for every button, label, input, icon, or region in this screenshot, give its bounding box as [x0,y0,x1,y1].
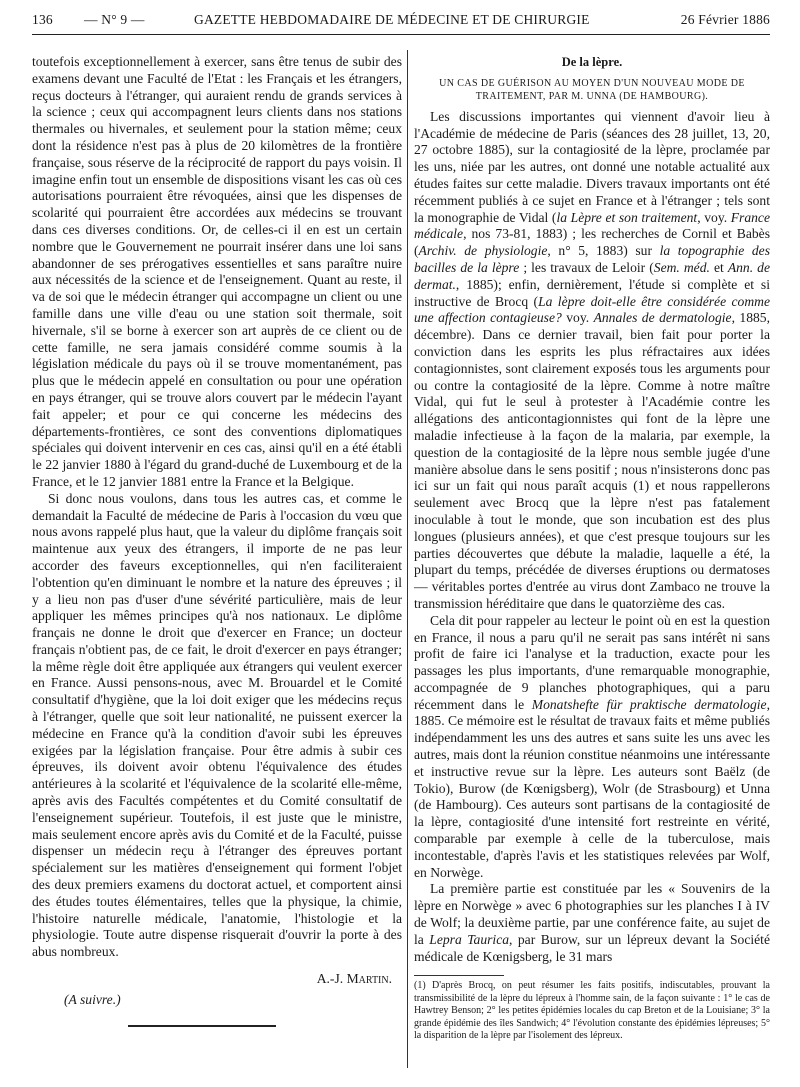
to-be-continued: (A suivre.) [64,991,121,1007]
footnote-rule [414,975,504,976]
signature-name: Martin. [346,971,392,987]
left-paragraph-2: Si donc nous voulons, dans tous les autres cas, et comme le demandait la Faculté de médecine de Paris à l'occasion du vœu que nous avons rappelé plus haut, que la valeur du diplôme français soit maintenue aux yeux des étrangers, il importe de ne pas leur accorder des faveurs exceptionnelles, qui n'en faciliteraient l'obtention qu'en diminuant le nombre et la nature des épreuves ; il y a lieu non pas d'user d'une sévérité particulière, mais de leur appliquer les mêmes principes qu'à nos nationaux. Le diplôme français ne donne le droit que d'exercer en France; un docteur français n'obtient pas, de ce fait, le droit d'exercer en pays étranger; la même règle doit être appliquée aux étrangers qui veulent exercer en France. Aussi pensons-nous, avec M. Brouardel et le Comité consultatif d'hygiène, que la loi doit exiger que les médecins reçus à l'étranger, quelle que soit leur nationalité, ne puissent exercer la médecine en France qu'à la condition d'avoir subi les épreuves exigées par la législation française. Pour être admis à subir ces épreuves, ils doivent avoir obtenu l'équivalence des études antérieures à la scolarité et l'équivalence de la scolarité elle-même, après avis des Facultés compétentes et du Comité consultatif de l'enseignement supérieur. Toutefois, il est juste que le ministre, mais seulement encore après avis du Comité et de la Faculté, puisse dispenser un médecin reçu à l'étranger des épreuves portant spécialement sur les matières d'enseignement qui forment l'objet des deux premiers examens du doctorat actuel, et comportent ainsi des études toutes élémentaires, telles que la physique, la chimie, l'histoire naturelle médicale, l'anatomie, l'histologie et la physiologie. Toute autre dispense risquerait d'ouvrir la porte à des abus nombreux. [32,490,402,960]
right-column [414,54,770,1042]
page-number: 136 [32,12,53,27]
issue-number: — N° 9 — [84,12,145,27]
author-signature [32,971,402,988]
left-paragraph-1: toutefois exceptionnellement à exercer, sans être tenus de subir des examens devant une Faculté de l'Etat : les Français et les étrangers, reçus docteurs à l'étranger, qui auraient rendu de grands services à la science ; ceux qui accompagnent leurs clients dans nos stations thermales ou hivernales, et seulement pour la station même; ceux dont la résidence n'est pas à plus de 20 kilomètres de la frontière française, sous réserve de la réciprocité de rapport du pays voisin. Il imagine enfin tout un ensemble de dispositions visant les cas où ces autorisations pourraient être révoquées, ainsi que les dispenses de scolarité qui pourraient être accordées aux médecins se trouvant dans ces diverses conditions. Or, de celles-ci il en est un certain nombre que le Gouvernement ne pourrait insérer dans une loi sans abandonner de ses prérogatives essentielles et sans paraître nuire aux nécessités de la science et de l'enseignement. Quant au reste, il va de soi que le médecin étranger qui accompagne un client ou une famille dans une ville d'eau ou une station soit thermale, soit hivernale, s'il se borne à exercer son art auprès de ce client ou de cette famille, ne sera jamais considéré comme soumis à la législation médicale du pays où il se trouve momentanément, pas plus que le médecin appelé en consultation ou pour une opération en pays étranger, qui se trouve alors couvert par le médecin l'ayant fait appeler; et pour ce qui concerne les médecins des départements-frontières, ce sont des conventions diplomatiques spéciales qui doivent intervenir en ces cas, ainsi qu'il en a été établi le 22 janvier 1880 à l'égard du grand-duché de Luxembourg et de la France, et le 12 janvier 1881 entre la France et la Belgique. [32,54,402,489]
journal-title: GAZETTE HEBDOMADAIRE DE MÉDECINE ET DE CHIRURGIE [194,12,590,27]
article-end-rule [128,1025,276,1027]
right-paragraph-1: Les discussions importantes qui viennent d'avoir lieu à l'Académie de médecine de Paris (séances des 28 juillet, 13, 20, 27 octobre 1885), sur la contagiosité de la lèpre, proclamée par les uns, niée par les autres, ont donné une notable actualité aux études faites sur cette maladie. Divers travaux importants ont été récemment publiés à ce sujet en France et à l'étranger ; tels sont la monographie de Vidal (la Lèpre et son traitement, voy. France médicale, nos 73-81, 1883) ; les recherches de Cornil et Babès (Archiv. de physiologie, n° 5, 1883) sur la topographie des bacilles de la lèpre ; les travaux de Leloir (Sem. méd. et Ann. de dermat., 1885); enfin, dernièrement, l'étude si complète et si instructive de Brocq (La lèpre doit-elle être considérée comme une affection contagieuse? voy. Annales de dermatologie, 1885, décembre). Dans ce dernier travail, bien fait pour porter la conviction dans les esprits les plus réfractaires aux idées contagionnistes, sont clairement exposés tous les arguments pour ou contre la contagiosité de la lèpre. Comme à notre maître Vidal, qui fut le seul à protester à l'Académie contre les allégations des anticontagionnistes qui font de la lèpre une maladie infectieuse à la façon de la malaria, par exemple, la question de la contagiosité de la lèpre nous semble jugée d'une manière absolue dans le sens positif ; nous n'insisterons donc pas ici sur un fait qui nous paraît acquis (1) et nous rappellerons seulement avec Brocq que la lèpre n'est pas fatalement inoculable à tout le monde, que son incubation est des plus longues (plusieurs années), et que c'est presque toujours sur les parties découvertes que débute la maladie, laquelle a été, la plupart du temps, précédée de diverses éruptions ou dermatoses — véritables portes d'entrée au virus dont Zambaco ne trouve la transmission héréditaire que dans le quatorzième des cas. [414,108,771,611]
footnote: (1) D'après Brocq, on peut résumer les faits positifs, indiscutables, prouvant la transmissibilité de la lèpre du lépreux à l'homme sain, de la façon suivante : 1° le cas de Hawtrey Benson; 2° les petites épidémies locales du cap Breton et de la Louisiane; 3° la grande épidémie des îles Sandwich; 4° l'évolution constante des épidémies lépreuses; 5° la disparition de la lèpre par l'isolement des lépreux. [414,980,770,1042]
header-rule [32,34,770,35]
left-column [32,54,402,1027]
page-header [32,10,770,32]
right-paragraph-2: Cela dit pour rappeler au lecteur le point où en est la question en France, il nous a paru qu'il ne serait pas sans intérêt ni sans profit de faire ici l'analyse et la traduction, exacte pour les passages les plus importants, d'une remarquable monographie, accompagnée de 9 planches photographiques, qui a paru récemment dans le Monatshefte für praktische dermatologie, 1885. Ce mémoire est le résultat de travaux faits et même publiés indépendamment les uns des autres et sans suite les uns avec les autres, mais dont la réunion constitue néanmoins une intéressante et instructive revue sur la lèpre. Les auteurs sont Baëlz (de Tokio), Burow (de Kœnigsberg), Wolr (de Strasbourg) et Unna (de Hambourg). Ces auteurs sont partisans de la contagiosité de la lèpre, contagiosité d'une intensité fort restreinte en vérité, comparable par exemple à celle de la tuberculose, mais incontestable, d'après l'avis et les statistiques relevées par Wolf, en Norwège. [414,612,770,880]
issue-date: 26 Février 1886 [680,12,770,27]
right-paragraph-3: La première partie est constituée par les « Souvenirs de la lèpre en Norwège » avec 6 photographies sur les planches I à IV de Wolf; la deuxième partie, par une conférence faite, au sujet de la Lepra Taurica, par Burow, sur un lépreux devant la Société médicale de Kœnigsberg, le 31 mars [414,881,770,964]
section-title: De la lèpre. [561,55,623,69]
section-subtitle: UN CAS DE GUÉRISON AU MOYEN D'UN NOUVEAU MODE DE TRAITEMENT, PAR M. UNNA (DE HAMBOURG). [439,77,745,102]
signature-initials: A.-J. [316,971,344,987]
column-divider [407,50,408,1068]
